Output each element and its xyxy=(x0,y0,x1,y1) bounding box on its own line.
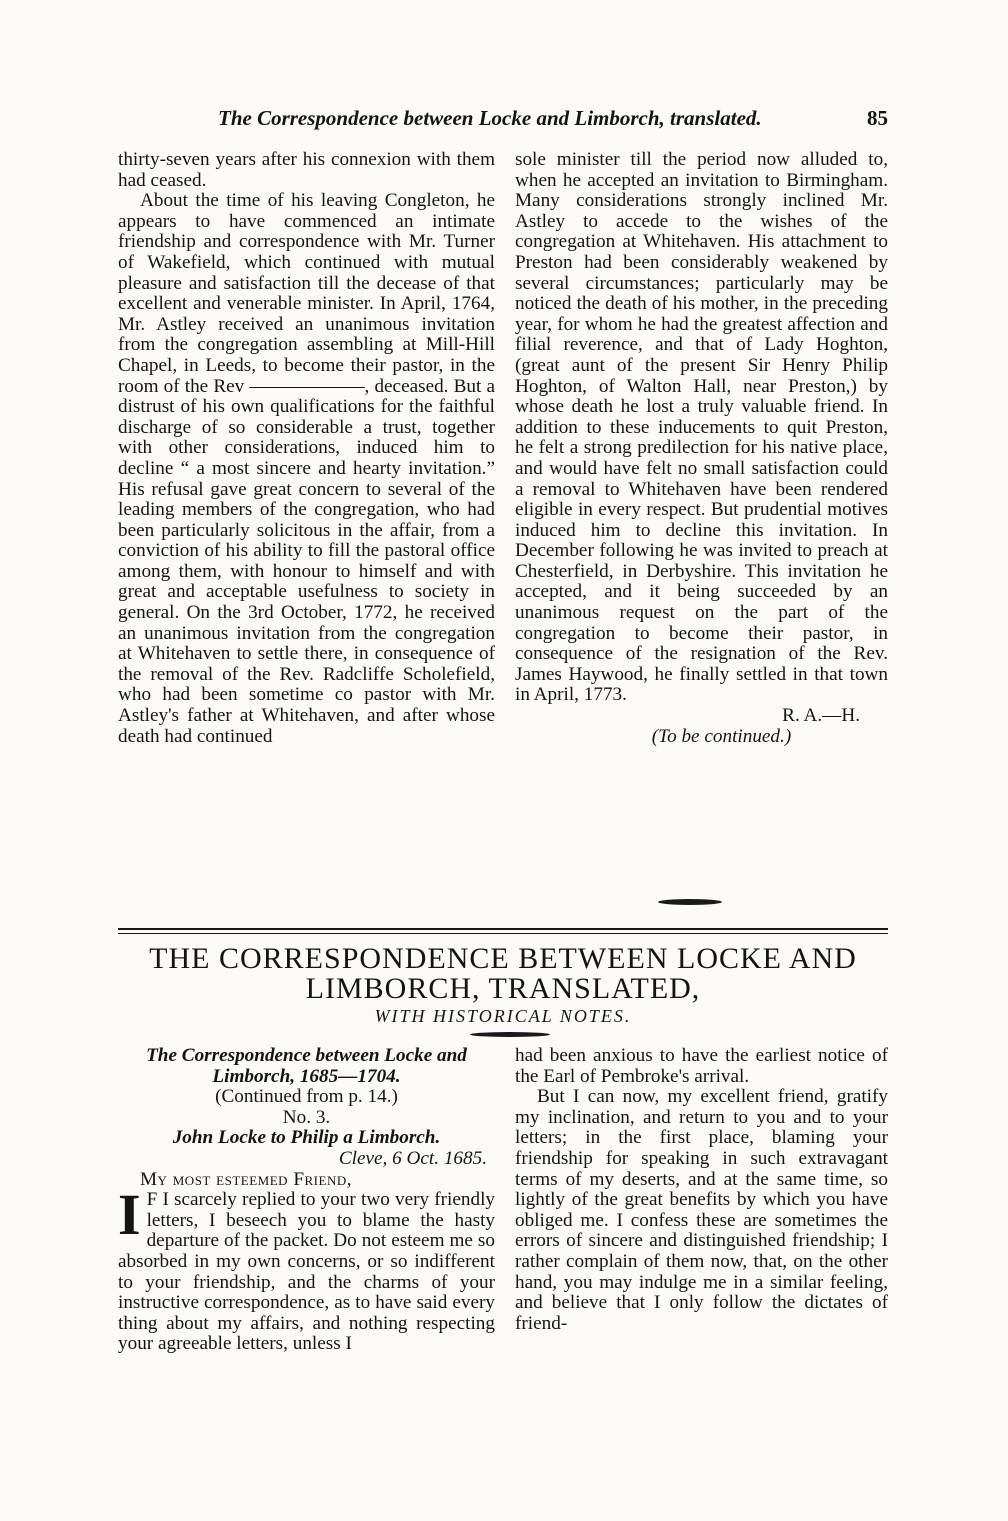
column-top-right xyxy=(515,150,888,747)
running-title: The Correspondence between Locke and Limborch, translated. xyxy=(218,106,762,130)
article-subtitle: WITH HISTORICAL NOTES. xyxy=(374,1006,632,1026)
section-rule-thin xyxy=(118,933,888,934)
paragraph: thirty-seven years after his connexion with them had ceased. xyxy=(118,149,495,191)
page-number: 85 xyxy=(867,106,888,130)
letter-place-date: Cleve, 6 Oct. 1685. xyxy=(338,1147,487,1169)
paragraph: About the time of his leaving Congleton, he appears to have commenced an intimate friendship and correspondence with Mr. Turner of Wakefield, which continued with mutual pleasure and satisfaction till the decease of that excellent and venerable minister. In April, 1764, Mr. Astley received an unanimous invitation from the congregation assembling at Mill-Hill Chapel, in Leeds, to become their pastor, in the room of the Rev ——————, deceased. But a distrust of his own qualifications for the faithful discharge of so considerable a trust, together with other considerations, induced him to decline “ a most sincere and hearty invitation.” His refusal gave great concern to several of the leading members of the congregation, who had been particularly solicitous in the affair, from a conviction of his ability to fill the pastoral office among them, with honour to himself and with great and acceptable usefulness to society in general. On the 3rd October, 1772, he received an unanimous invitation from the congregation at Whitehaven to settle there, in consequence of the removal of the Rev. Radcliffe Scholefield, who had been sometime co pastor with Mr. Astley's father at Whitehaven, and after whose death had continued xyxy=(118,190,495,747)
letter-heading: John Locke to Philip a Limborch. xyxy=(172,1127,441,1149)
salutation: My most esteemed Friend, xyxy=(140,1168,353,1190)
drop-cap: I xyxy=(118,1182,141,1248)
title-ornament xyxy=(470,1032,550,1037)
letter-body-text: F I scarcely replied to your two very friendly letters, I beseech you to blame the hasty departure of the packet. Do not esteem me so absorbed in my own concerns, or so indifferent to your friendship, and the charms of your instructive correspondence, as to have said every thing about my affairs, and nothing respecting your agreeable letters, unless I xyxy=(118,1189,495,1355)
column-top-left xyxy=(118,150,495,747)
to-be-continued: (To be continued.) xyxy=(651,725,792,747)
section-end-ornament xyxy=(658,899,722,905)
section-heading-dates: Limborch, 1685—1704. xyxy=(212,1065,401,1087)
letter-body xyxy=(118,1182,495,1355)
article-title: THE CORRESPONDENCE BETWEEN LOCKE AND LIMBORCH, TRANSLATED, xyxy=(149,942,857,1005)
paragraph: sole minister till the period now alluded to, when he accepted an invitation to Birmingham. Many considerations strongly inclined Mr. Astley to accede to the wishes of the congregation at Whitehaven. His attachment to Preston had been considerably weakened by several circumstances; particularly may be noticed the death of his mother, in the preceding year, for whom he had the greatest affection and filial reverence, and that of Lady Hoghton, (great aunt of the present Sir Henry Philip Hoghton, of Walton Hall, near Preston,) by whose death he lost a truly valuable friend. In addition to these inducements to quit Preston, he felt a strong predilection for his native place, and would have felt no small satisfaction could a removal to Whitehaven have been rendered eligible in every respect. But prudential motives induced him to decline this invitation. In December following he was invited to preach at Chesterfield, in Derbyshire. This invitation he accepted, and it being succeeded by an unanimous request on the part of the congregation to become their pastor, in consequence of the resignation of the Rev. James Haywood, he finally settled in that town in April, 1773. xyxy=(515,149,888,706)
continued-note: (Continued from p. 14.) xyxy=(215,1086,398,1108)
letter-number: No. 3. xyxy=(282,1106,331,1128)
paragraph: had been anxious to have the earliest notice of the Earl of Pembroke's arrival. xyxy=(515,1045,888,1087)
running-header xyxy=(118,100,888,134)
section-rule xyxy=(118,928,888,930)
paragraph: But I can now, my excellent friend, gratify my inclination, and return to you and to your letters; in the first place, blaming your friendship for speaking in such extravagant terms of my deserts, and at the same time, so lightly of the great benefits by which you have obliged me. I confess these are sometimes the errors of sincere and distinguished friendship; I rather complain of them now, that, on the other hand, you may indulge me in a similar feeling, and believe that I only follow the dictates of friend- xyxy=(515,1086,888,1334)
column-bottom-left xyxy=(118,1046,495,1355)
section-heading: The Correspondence between Locke and xyxy=(146,1045,467,1066)
column-bottom-right xyxy=(515,1046,888,1334)
author-signature: R. A.—H. xyxy=(782,705,860,727)
